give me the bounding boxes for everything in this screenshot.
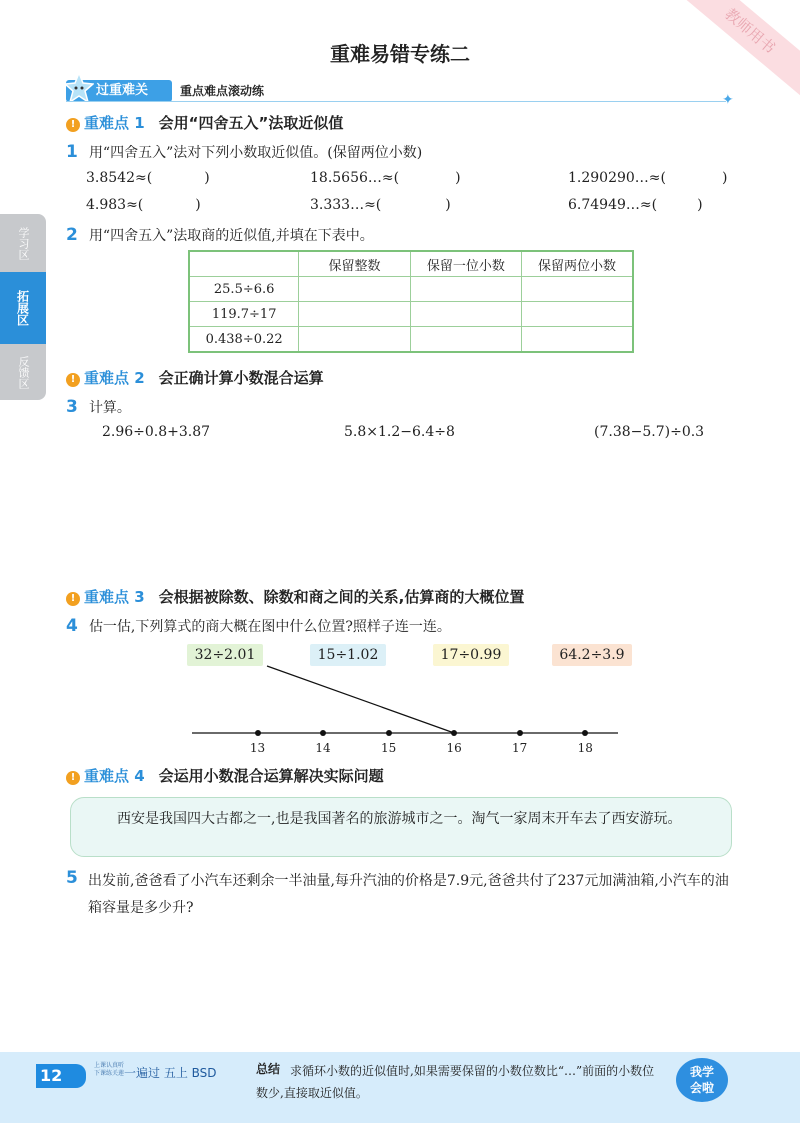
mascot-badge <box>676 1058 728 1102</box>
answer-cell[interactable] <box>410 277 521 302</box>
corner-stamp: 教师用书 <box>678 0 800 95</box>
alert-icon: ! <box>66 592 80 606</box>
banner-subtitle: 重点难点滚动练 <box>180 84 265 98</box>
table-row <box>189 302 633 327</box>
tick-label: 14 <box>315 741 331 755</box>
tab-study-area[interactable]: 学习区 <box>0 214 46 272</box>
summary-text: 求循环小数的近似值时,如果需要保留的小数位数比“…”前面的小数位数少,直接取近似值。 <box>256 1064 655 1100</box>
question-text: 估一估,下列算式的商大概在图中什么位置?照样子连一连。 <box>88 619 451 635</box>
row-expression: 0.438÷0.22 <box>189 327 299 353</box>
blank-prefix: 18.5656…≈( <box>310 170 400 186</box>
footer-slogan <box>94 1062 124 1078</box>
tick-label: 18 <box>577 741 593 755</box>
alert-icon: ! <box>66 118 80 132</box>
page-title: 重难易错专练二 <box>330 42 470 66</box>
question-number: 2 <box>66 225 78 245</box>
badge-line: 我学 <box>689 1065 714 1079</box>
table-header <box>189 251 299 277</box>
blank-prefix: 6.74949…≈( <box>568 197 658 213</box>
blank-suffix: ) <box>204 170 210 186</box>
table-row <box>189 327 633 353</box>
blank-suffix: ) <box>455 170 461 186</box>
expression-box[interactable]: 15÷1.02 <box>310 644 386 666</box>
badge-line: 会啦 <box>689 1081 714 1095</box>
alert-icon: ! <box>66 771 80 785</box>
table-header: 保留整数 <box>299 251 410 277</box>
tick-label: 17 <box>512 741 528 755</box>
calc-expression: (7.38−5.7)÷0.3 <box>594 424 705 440</box>
blank-prefix: 3.333…≈( <box>310 197 382 213</box>
question-4 <box>66 616 451 636</box>
calc-expression: 2.96÷0.8+3.87 <box>102 424 211 440</box>
answer-blank-row <box>86 170 210 186</box>
question-1 <box>66 142 422 162</box>
answer-blank-row <box>310 197 451 213</box>
table-row <box>189 277 633 302</box>
context-text: 西安是我国四大古都之一,也是我国著名的旅游城市之一。淘气一家周末开车去了西安游玩。 <box>117 811 682 827</box>
answer-cell[interactable] <box>522 327 633 353</box>
answer-cell[interactable] <box>522 302 633 327</box>
answer-cell[interactable] <box>522 277 633 302</box>
tab-feedback-area[interactable]: 反馈区 <box>0 344 46 400</box>
calc-expression: 5.8×1.2−6.4÷8 <box>344 424 455 440</box>
key-point-text: 会运用小数混合运算解决实际问题 <box>158 767 384 785</box>
expression-box[interactable]: 32÷2.01 <box>187 644 263 666</box>
number-line-point[interactable] <box>517 730 523 736</box>
page-number: 12 <box>36 1064 86 1088</box>
key-point-text: 会正确计算小数混合运算 <box>158 369 324 387</box>
alert-icon: ! <box>66 373 80 387</box>
row-expression: 119.7÷17 <box>189 302 299 327</box>
expression-box[interactable]: 64.2÷3.9 <box>552 644 632 666</box>
question-text: 用“四舍五入”法对下列小数取近似值。(保留两位小数) <box>88 145 423 161</box>
slogan-line: 上课认真听 <box>94 1062 125 1069</box>
key-point-text: 会用“四舍五入”法取近似值 <box>158 114 344 132</box>
key-point-2 <box>66 367 324 388</box>
question-5 <box>66 868 736 922</box>
table-header: 保留一位小数 <box>410 251 521 277</box>
answer-cell[interactable] <box>299 327 410 353</box>
key-point-4 <box>66 765 384 786</box>
key-point-1 <box>66 112 343 133</box>
question-number: 3 <box>66 397 78 417</box>
example-connector-line <box>267 666 454 733</box>
star-icon: ✦ <box>722 92 734 108</box>
blank-prefix: 4.983≈( <box>86 197 144 213</box>
question-number: 4 <box>66 616 78 636</box>
answer-blank-row <box>86 197 201 213</box>
table-header: 保留两位小数 <box>522 251 633 277</box>
answer-cell[interactable] <box>410 327 521 353</box>
blank-suffix: ) <box>195 197 201 213</box>
key-point-label: 重难点 1 <box>84 114 145 132</box>
blank-suffix: ) <box>722 170 728 186</box>
question-2 <box>66 225 374 245</box>
answer-cell[interactable] <box>410 302 521 327</box>
blank-prefix: 1.290290…≈( <box>568 170 666 186</box>
tick-label: 16 <box>446 741 462 755</box>
number-line-point[interactable] <box>582 730 588 736</box>
slogan-line: 下课练关莲 <box>94 1070 125 1077</box>
answer-table <box>188 250 634 353</box>
expression-box[interactable]: 17÷0.99 <box>433 644 509 666</box>
tab-extension-area[interactable]: 拓展区 <box>0 272 46 344</box>
number-line-point[interactable] <box>255 730 261 736</box>
side-tabs <box>0 214 46 400</box>
answer-cell[interactable] <box>299 277 410 302</box>
star-mascot-icon <box>64 72 94 104</box>
question-3 <box>66 397 131 417</box>
question-text: 用“四舍五入”法取商的近似值,并填在下表中。 <box>88 228 374 244</box>
context-box <box>70 797 732 857</box>
key-point-label: 重难点 4 <box>84 767 145 785</box>
number-line-point[interactable] <box>451 730 457 736</box>
key-point-3 <box>66 586 524 607</box>
answer-blank-row <box>310 170 461 186</box>
blank-suffix: ) <box>697 197 703 213</box>
book-brand: 一遍过 五上 BSD <box>124 1066 217 1080</box>
tick-label: 13 <box>249 741 266 755</box>
blank-prefix: 3.8542≈( <box>86 170 153 186</box>
summary-label: 总结 <box>256 1062 281 1076</box>
tick-label: 15 <box>380 741 397 755</box>
banner-divider <box>66 101 726 102</box>
key-point-label: 重难点 2 <box>84 369 145 387</box>
section-banner: 过重难关 <box>66 80 172 102</box>
question-number: 5 <box>66 868 78 888</box>
question-text: 计算。 <box>88 400 131 416</box>
key-point-text: 会根据被除数、除数和商之间的关系,估算商的大概位置 <box>158 588 525 606</box>
key-point-label: 重难点 3 <box>84 588 145 606</box>
question-text: 出发前,爸爸看了小汽车还剩余一半油量,每升汽油的价格是7.9元,爸爸共付了237元加满油箱,小汽车的油箱容量是多少升? <box>88 873 729 916</box>
row-expression: 25.5÷6.6 <box>189 277 299 302</box>
blank-suffix: ) <box>445 197 451 213</box>
number-line-point[interactable] <box>320 730 326 736</box>
table-header-row <box>189 251 633 277</box>
question-number: 1 <box>66 142 78 162</box>
answer-cell[interactable] <box>299 302 410 327</box>
answer-blank-row <box>568 170 727 186</box>
number-line-point[interactable] <box>386 730 392 736</box>
answer-blank-row <box>568 197 703 213</box>
